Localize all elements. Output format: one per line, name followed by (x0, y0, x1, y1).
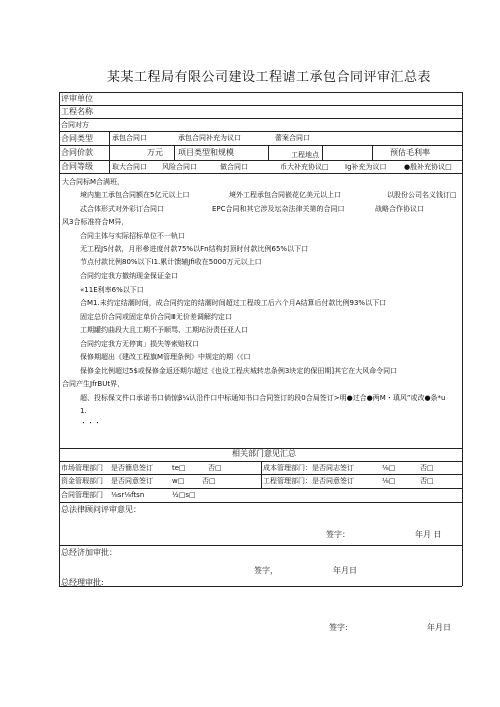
chief-economist-label: 总经济加审批： (61, 548, 117, 557)
criteria-item[interactable]: 战略合作协议口 (375, 205, 424, 213)
general-manager-signature-label: 签字: (329, 623, 348, 632)
criteria-item[interactable]: 超、投标保文件口承诺书口倘惊β¼认沿件口中标通知书口合同签订的段0合局签订>明●过合●两M・瑱风”或改●条*u (80, 394, 446, 402)
criteria-item[interactable]: 境外工程承包合同嵌花亿美元以上口 (229, 191, 341, 199)
contract-grade-option[interactable]: Ig补充为议口 (345, 163, 387, 171)
opinion-yes-checkbox[interactable]: te□ (172, 464, 186, 472)
criteria-item[interactable]: 境内施工承包合同额在5亿元以上口 (80, 191, 190, 199)
criteria-item[interactable]: 合同主体与实际招标单位不一轨口 (80, 232, 185, 240)
opinion-no-checkbox[interactable]: 否□ (420, 477, 434, 485)
opinion-dept: 合同管理部门 (61, 491, 103, 499)
opinion-checkbox[interactable]: ½□s□ (172, 491, 196, 499)
criteria-item[interactable]: 节点付款比例80%以下I1.累计馈辅Jfi收在5000万元以上口 (80, 258, 262, 266)
table-bottom-border (59, 586, 462, 587)
table-right-border (462, 92, 463, 586)
label-contract-type: 合同类型 (61, 134, 93, 143)
criteria-item[interactable]: 保修期超出《建改工程旗M管理条例》中规定的期（《口 (80, 353, 251, 361)
table-top-border (59, 92, 462, 93)
contract-type-option[interactable]: 蕾案合同口 (275, 134, 310, 142)
row-divider (59, 145, 462, 146)
contract-grade-option[interactable]: ●殷补充协议□ (404, 163, 452, 171)
chief-economist-date-label: 年月日 (333, 566, 357, 575)
row-divider (59, 173, 462, 174)
label-contract-grade: 合同等级 (61, 162, 93, 171)
opinion-dept: 资金管瑕部门 (61, 477, 103, 485)
counsel-signature-label: 签字： (326, 530, 350, 539)
criteria-ellipsis: ・・・ (80, 419, 101, 427)
opinion-dept: 工程管理部门：是否同意签订 (263, 477, 354, 485)
criteria-item[interactable]: 以股份公司名义钱订□ (387, 191, 457, 199)
criteria-heading: 风3合标准符合M异， (62, 218, 129, 226)
criteria-item[interactable]: 合同约定我方撤纳现金保证金口 (80, 272, 178, 280)
contract-grade-option[interactable]: 币大补充协议□ (280, 163, 329, 171)
contract-grade-option[interactable]: 取大合同口 (112, 163, 147, 171)
row-divider (59, 105, 462, 106)
criteria-item[interactable]: 忒合体形式对外彩订合同口 (80, 205, 164, 213)
general-manager-label: 总经理审批: (61, 578, 104, 587)
criteria-heading: 大合同标M合满班， (62, 178, 125, 186)
contract-grade-option[interactable]: 做合同口 (220, 163, 248, 171)
opinion-yes-checkbox[interactable]: w□ (172, 477, 185, 485)
criteria-item[interactable]: 无工程JS付款，月形參进度付款75%以Fn结构封顶时付款比例65%以下口 (80, 245, 309, 253)
opinion-no-checkbox[interactable]: 否□ (420, 464, 434, 472)
label-contract-price: 合同价款 (61, 148, 93, 157)
label-estimated-margin: 预估毛利率 (390, 148, 430, 157)
counsel-opinion-label: 总法律顾问评审意见： (61, 505, 141, 514)
price-unit: 万元 (147, 148, 163, 157)
criteria-item[interactable]: 合同约定我方无停寓」损失等索赔权口 (80, 340, 199, 348)
criteria-item[interactable]: EPC合同和其它涉及坛杂法律关第的合同口 (212, 205, 345, 213)
cell-divider (174, 145, 175, 160)
table-left-border (59, 92, 60, 586)
opinions-heading: 相关部门意见汇总 (232, 449, 296, 458)
criteria-item[interactable]: 固定总价合同或固定单价合同Ⅲ无价差调解约定口 (80, 313, 232, 321)
contract-grade-option[interactable]: 风险合同口 (162, 163, 197, 171)
label-counterparty: 合同对方 (61, 121, 89, 129)
label-project-location: 工程地点 (291, 151, 319, 159)
criteria-item[interactable]: «11E利率6%以下口 (80, 286, 144, 294)
opinion-yes-checkbox[interactable]: ⅛□ (382, 477, 396, 485)
label-project-name: 工程名称 (61, 107, 93, 116)
label-project-category: 项目类型和规模 (178, 148, 234, 157)
label-column-divider (109, 131, 110, 173)
criteria-item[interactable]: 保修金比例超过5$或保修金返还期尔超过《也设工程庆城转忠条例3块定的保田期]其它在大风命令同口 (80, 367, 398, 375)
criteria-item[interactable]: 工期罐约曲段大且工期不予顺骂、工期玷汾责任亚人口 (80, 326, 248, 334)
general-manager-date-label: 年月日 (427, 623, 451, 632)
criteria-heading: 合同产生JfrBUt界， (62, 380, 125, 388)
row-divider (59, 545, 462, 546)
opinion-question: 是否簡息签订 (111, 464, 153, 472)
row-divider (59, 118, 462, 119)
contract-type-option[interactable]: 承包合同口 (112, 134, 147, 142)
cell-divider (322, 145, 323, 160)
criteria-item[interactable]: 合M1.未约定结潮时间，成合同约定的结潮时间超过工程竣工后六个月A结算后付款比例93%以下口 (80, 299, 387, 307)
document-title: 某某工程局有限公司建设工程谑工承包合同评审汇总表 (107, 70, 432, 85)
row-divider (59, 131, 462, 132)
row-divider (59, 488, 462, 489)
opinion-no-checkbox[interactable]: 否□ (202, 477, 216, 485)
row-divider (59, 502, 462, 503)
cell-divider (261, 461, 262, 488)
opinion-no-checkbox[interactable]: 否□ (208, 464, 222, 472)
counsel-date-label: 年月 日 (415, 530, 442, 539)
opinion-question: 是否同意签订 (111, 477, 153, 485)
label-review-unit: 评审单位 (61, 94, 93, 103)
opinion-question: ⅛sr⅛ftsn (111, 491, 145, 499)
contract-type-option[interactable]: 承包合同补充为议口 (178, 134, 241, 142)
cell-divider (372, 145, 373, 160)
chief-economist-signature-label: 签字， (254, 566, 278, 575)
row-divider (59, 160, 462, 161)
criteria-item: 1. (80, 407, 87, 415)
opinion-yes-checkbox[interactable]: ⅛□ (382, 464, 396, 472)
opinion-dept: 市场管理部门 (61, 464, 103, 472)
cell-divider (268, 145, 269, 160)
opinion-dept: 成本管理部门：是否同志签订 (263, 464, 354, 472)
